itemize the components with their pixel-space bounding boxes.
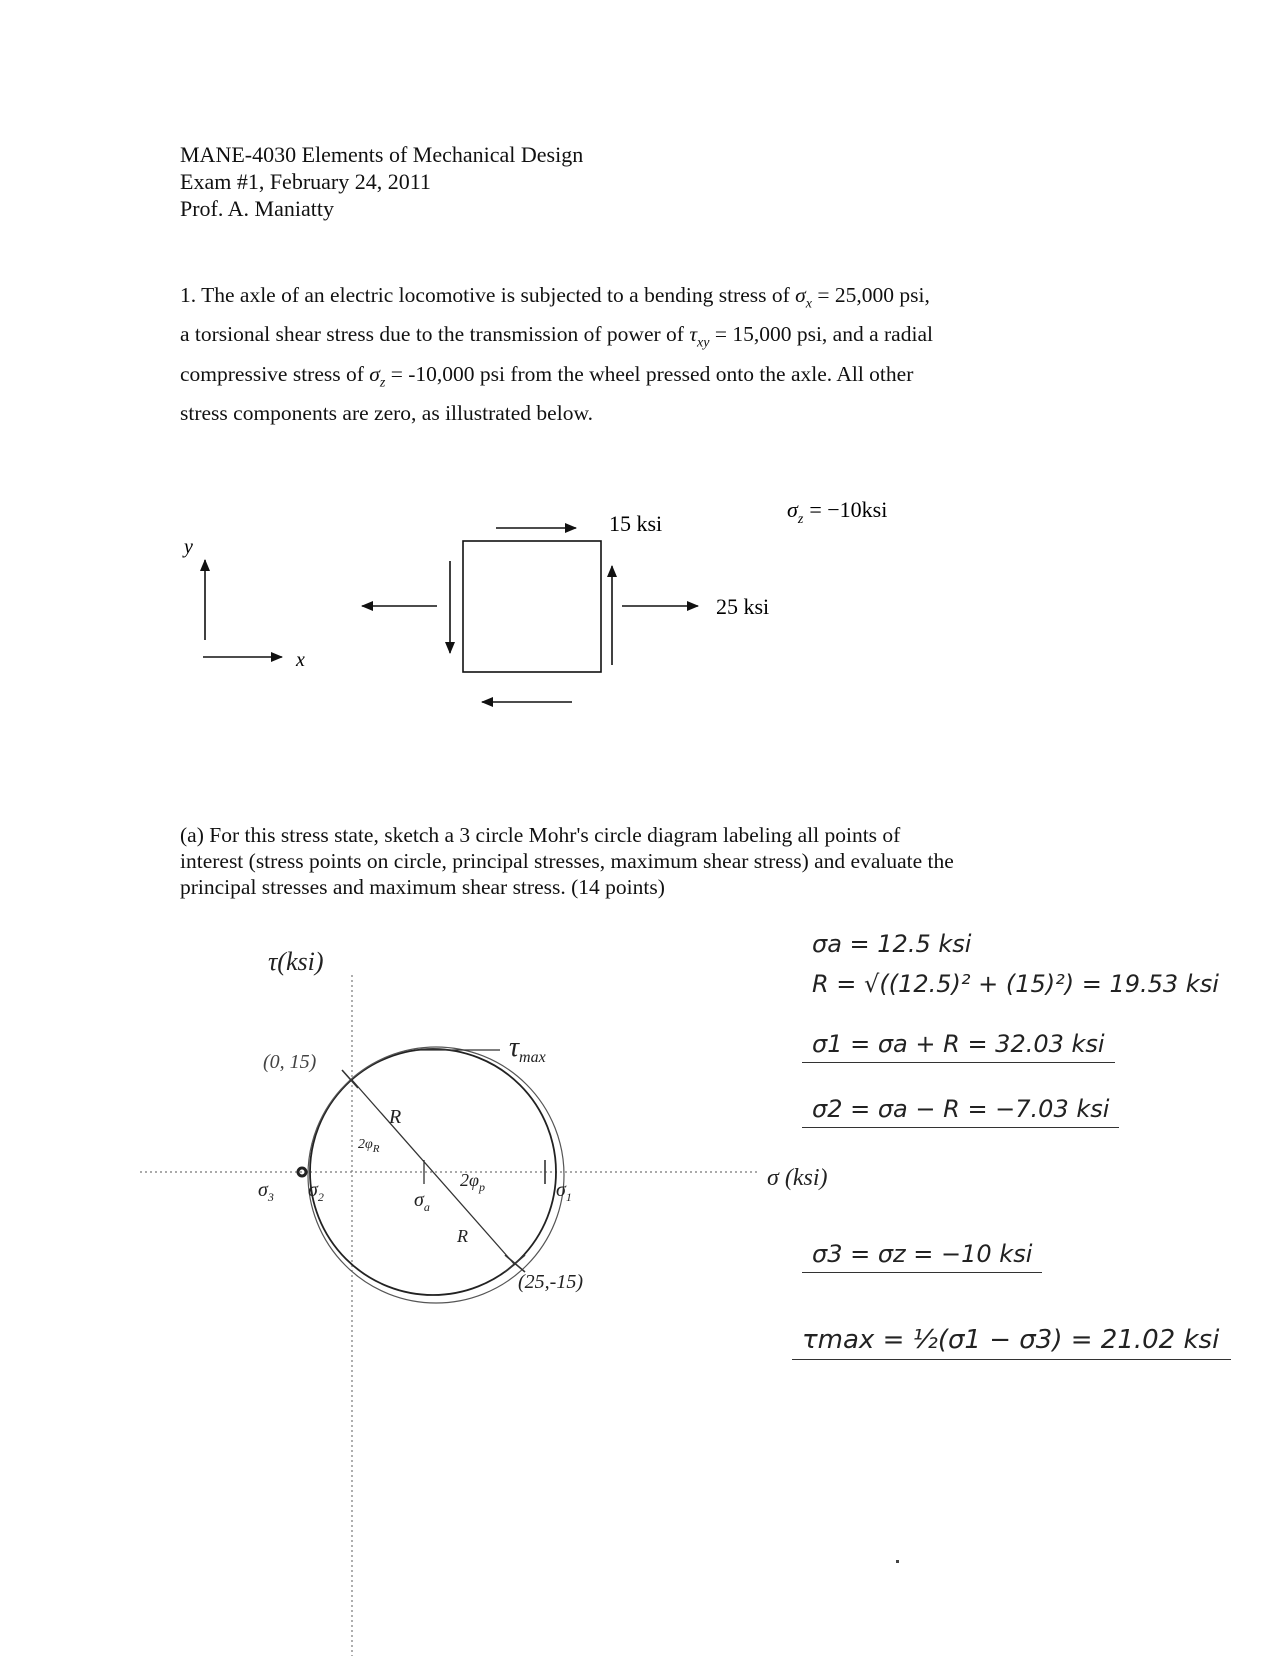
exam-date: Exam #1, February 24, 2011 (180, 169, 431, 194)
answer-sigma2: σ2 = σa − R = −7.03 ksi (802, 1095, 1119, 1128)
professor-name: Prof. A. Maniatty (180, 196, 334, 221)
bottom-point-label: (25,-15) (518, 1271, 583, 1293)
tmax-label: $\tau_{max}$ (509, 1032, 546, 1066)
shear-stress-label: 15 ksi (609, 511, 663, 536)
tau-xy-subscript: xy (697, 335, 710, 351)
course-title: MANE-4030 Elements of Mechanical Design (180, 142, 584, 167)
tau-axis-label: τ(ksi) (268, 947, 324, 976)
angle-label-r: $2\varphi_R$ (358, 1137, 380, 1155)
sigma-a-label: $\sigma_a$ (414, 1189, 430, 1214)
part-a-line-2: interest (stress points on circle, principal stresses, maximum shear stress) and evaluate the (180, 849, 954, 873)
y-axis-label: y (184, 536, 193, 558)
stray-mark (896, 1560, 899, 1563)
radius-label-upper: R (389, 1106, 402, 1128)
problem-text: a torsional shear stress due to the transmission of power of (180, 322, 684, 347)
sigma-z-subscript: z (379, 374, 386, 390)
answer-sigma3: σ3 = σz = −10 ksi (802, 1240, 1042, 1273)
sigma-x-subscript: x (805, 296, 812, 312)
angle-label-p: $2\varphi_p$ (460, 1170, 485, 1194)
answer-sigma-a: σa = 12.5 ksi (812, 930, 972, 958)
sigma1-label: $\sigma_1$ (556, 1179, 572, 1204)
sigma-z-value: = -10,000 psi from the wheel pressed onto the axle. All other (390, 361, 914, 386)
tau-xy-value: = 15,000 psi, and a radial (714, 322, 933, 347)
problem-text: compressive stress of (180, 361, 364, 386)
part-a-line-1: (a) For this stress state, sketch a 3 circle Mohr's circle diagram labeling all points of (180, 823, 901, 847)
sigma2-label: $\sigma_2$ (308, 1179, 324, 1204)
answer-sigma1: σ1 = σa + R = 32.03 ksi (802, 1030, 1115, 1063)
sigma-axis-label: σ (ksi) (767, 1165, 828, 1191)
tau-xy-symbol: τ (689, 322, 698, 347)
sigma-x-symbol: σ (795, 283, 806, 307)
answer-tau-max: τmax = ½(σ1 − σ3) = 21.02 ksi (792, 1325, 1231, 1360)
x-axis-label: x (296, 649, 305, 671)
problem-text: 1. The axle of an electric locomotive is subjected to a bending stress of (180, 283, 790, 307)
sigma3-label: $\sigma_3$ (258, 1179, 274, 1204)
part-a-line-3: principal stresses and maximum shear stress. (14 points) (180, 875, 665, 899)
sigma-z-label: $\sigma_z = -10ksi$ (787, 497, 888, 527)
bottom-point-marker (505, 1255, 525, 1272)
sigma-x-value: = 25,000 psi, (817, 283, 930, 307)
radius-label-lower: R (457, 1226, 468, 1246)
problem-line-4: stress components are zero, as illustrated below. (180, 400, 593, 425)
normal-stress-label: 25 ksi (716, 594, 770, 619)
top-point-label: (0, 15) (263, 1051, 317, 1073)
answer-radius: R = √((12.5)² + (15)²) = 19.53 ksi (812, 970, 1219, 998)
sigma-z-symbol: σ (369, 361, 380, 386)
